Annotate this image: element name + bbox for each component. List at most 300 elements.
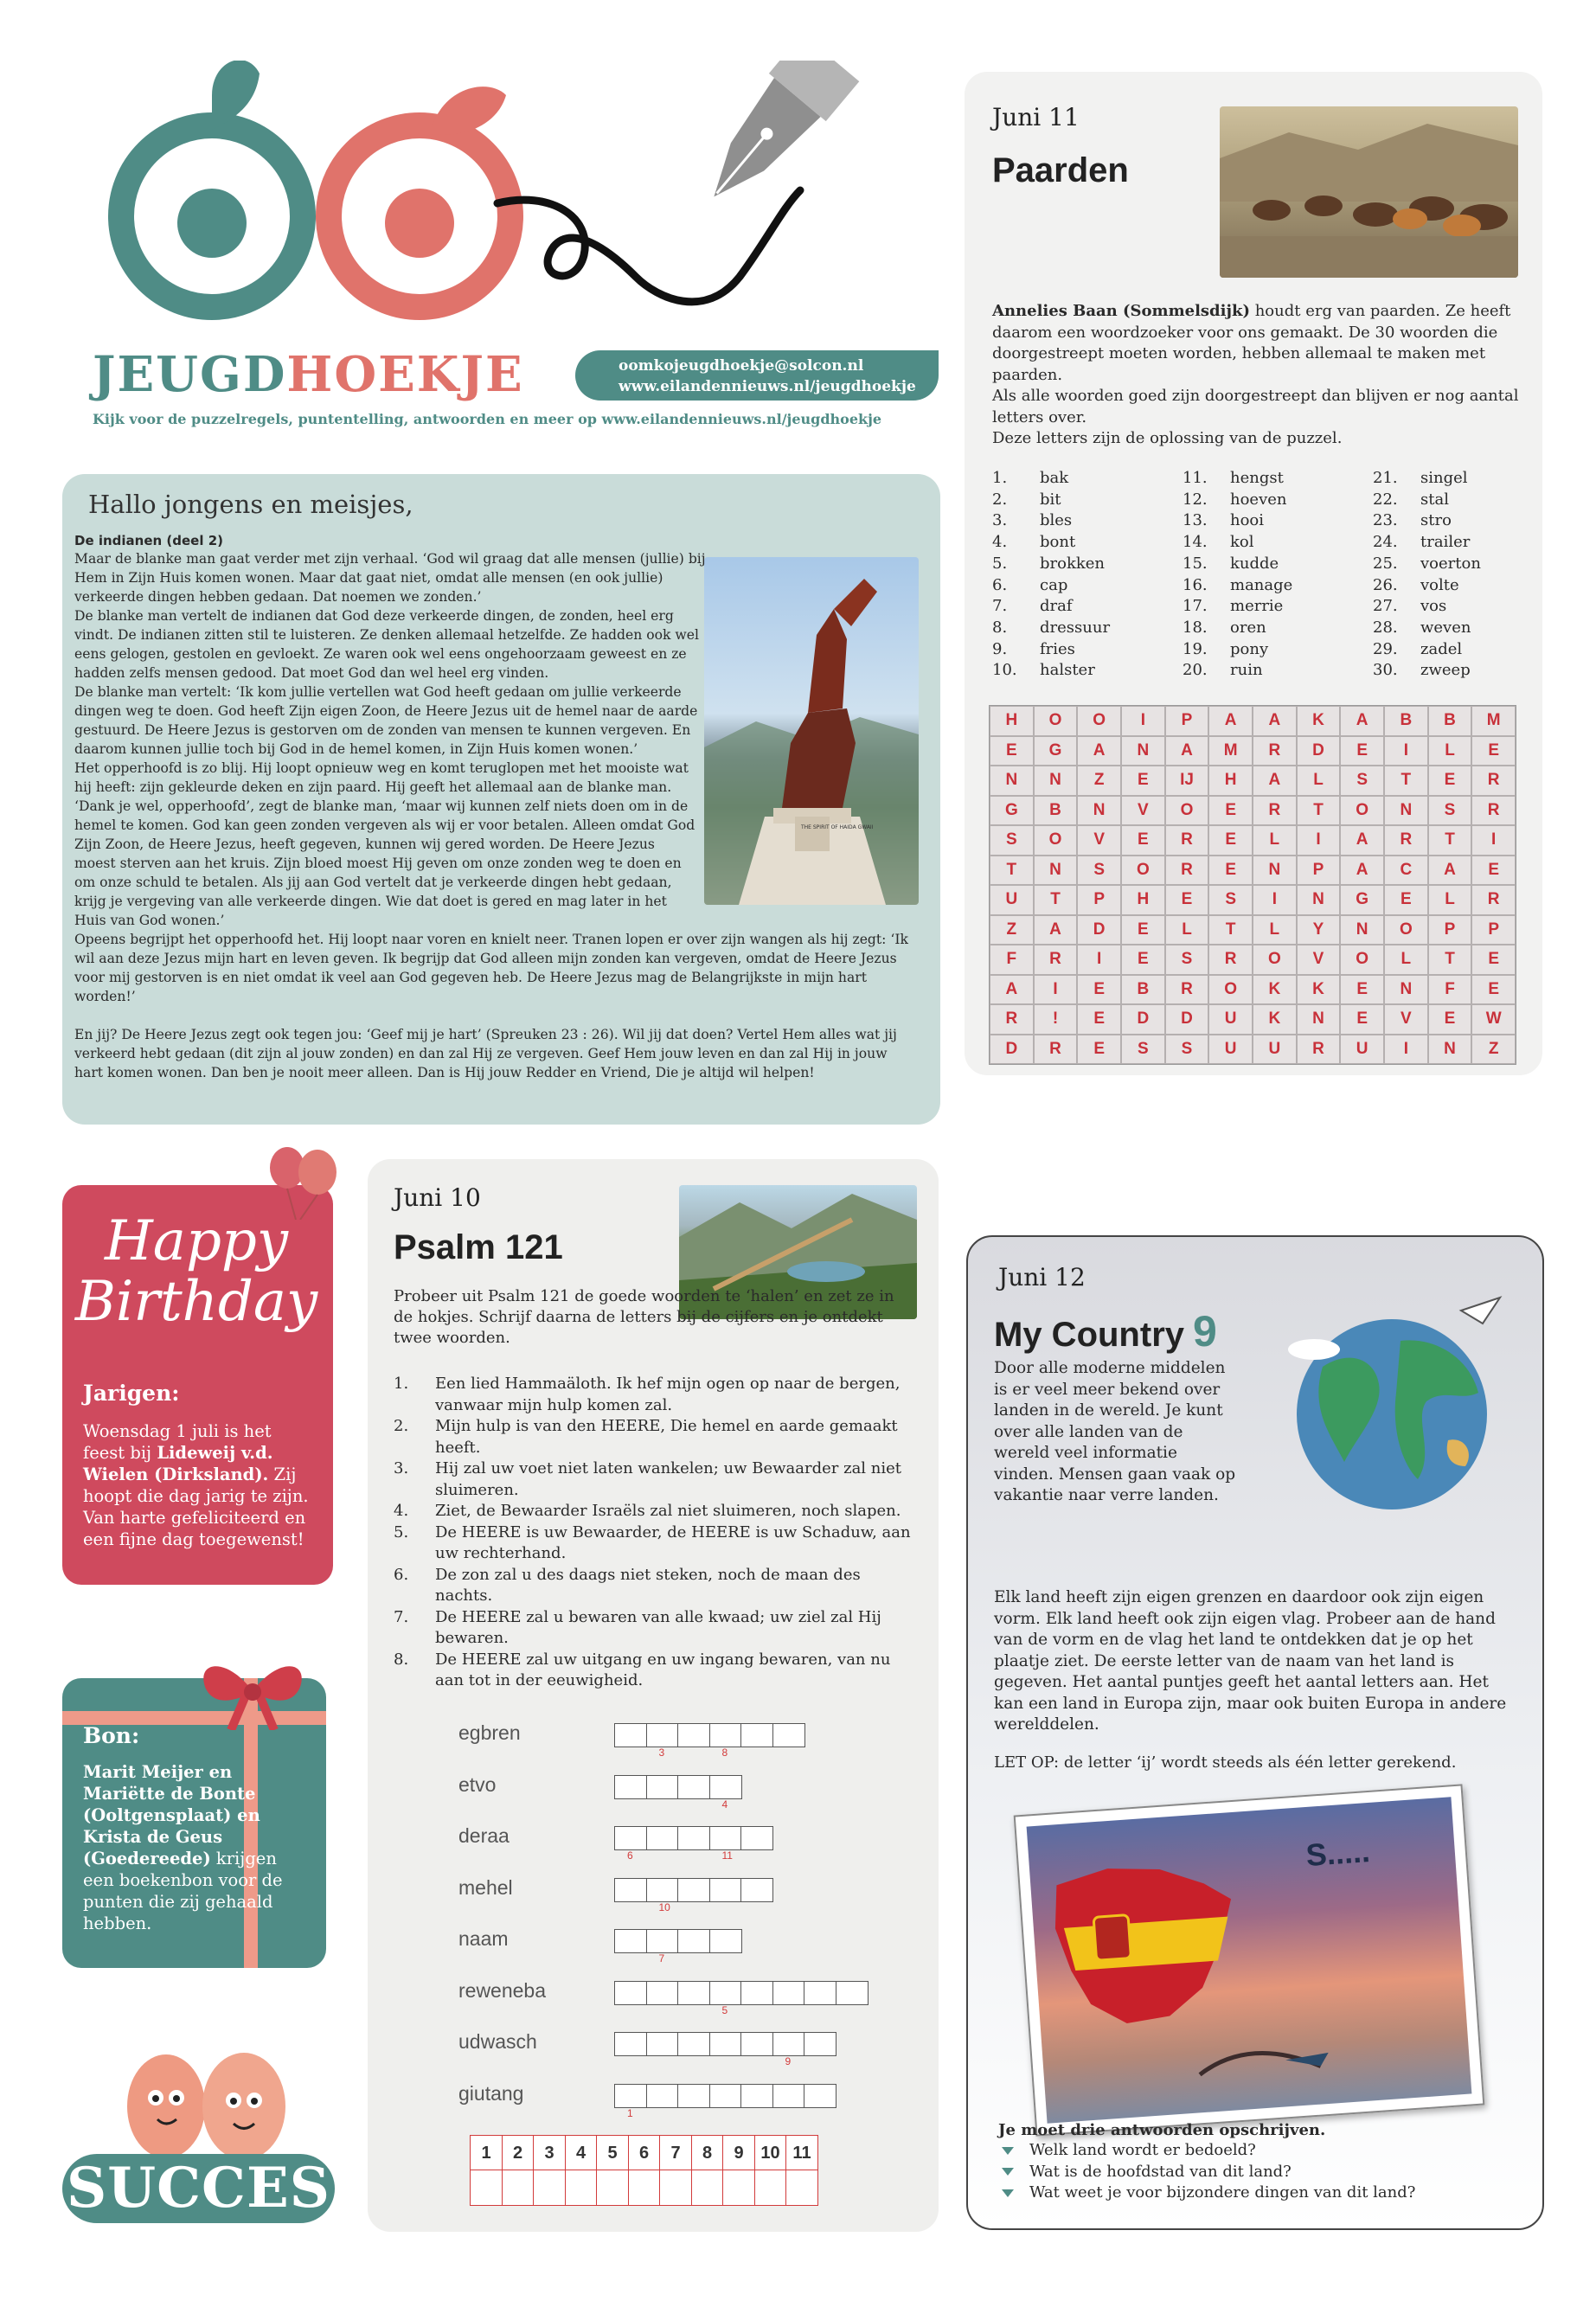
box-number: 7 [658, 1952, 665, 1965]
word-list-item [992, 575, 1110, 597]
letter-box[interactable] [614, 1723, 647, 1747]
grid-cell[interactable]: N [990, 766, 1034, 796]
grid-cell[interactable]: O [1121, 856, 1165, 886]
grid-cell[interactable]: L [1428, 736, 1472, 766]
questions-heading: Je moet drie antwoorden opschrijven. [998, 2121, 1326, 2139]
letter-box[interactable] [646, 1775, 679, 1799]
grid-cell[interactable]: K [1253, 975, 1297, 1005]
grid-cell[interactable]: F [1428, 975, 1472, 1005]
word-text: draf [1040, 597, 1073, 616]
scrambled-word: reweneba [458, 1978, 547, 2002]
word-text: bak [1040, 469, 1069, 487]
box-number: 11 [721, 1849, 733, 1862]
box-number: 4 [721, 1798, 728, 1811]
letter-box[interactable] [709, 1981, 742, 2016]
letter-box[interactable] [740, 2084, 773, 2108]
grid-cell[interactable]: A [1165, 736, 1209, 766]
letter-box[interactable] [614, 1981, 647, 2005]
letter-box[interactable] [614, 2032, 647, 2056]
grid-cell[interactable]: O [1034, 825, 1078, 856]
grid-cell[interactable]: S [990, 825, 1034, 856]
letter-box[interactable] [646, 1929, 679, 1965]
grid-cell[interactable]: E [1077, 1004, 1121, 1035]
grid-cell[interactable]: V [1077, 825, 1121, 856]
word-list-item [1183, 490, 1292, 511]
tagline: Kijk voor de puzzelregels, puntentelling, antwoorden en meer op www.eilandennieuws.nl/jeugdhoekje [93, 411, 882, 427]
letter-box[interactable] [614, 1826, 647, 1862]
letter-box[interactable] [677, 2084, 710, 2108]
grid-cell[interactable]: A [1208, 706, 1253, 736]
grid-cell[interactable]: U [1253, 1035, 1297, 1065]
letter-box[interactable] [804, 2032, 836, 2056]
grid-cell[interactable]: S [1077, 856, 1121, 886]
letter-box[interactable] [709, 1929, 742, 1953]
answer-box[interactable] [502, 2135, 535, 2206]
word-list-item [1183, 618, 1292, 639]
answer-box[interactable] [470, 2135, 503, 2206]
letter-box[interactable] [804, 2084, 836, 2108]
answer-box[interactable] [533, 2135, 566, 2206]
grid-cell[interactable]: H [990, 706, 1034, 736]
letter-box[interactable] [677, 1775, 710, 1799]
word-list-item [1373, 660, 1481, 682]
word-text: stal [1420, 490, 1449, 509]
grid-cell[interactable]: R [1034, 1035, 1078, 1065]
letter-box[interactable] [614, 1929, 647, 1953]
word-number: 2. [992, 490, 1008, 509]
letter-box[interactable] [614, 1878, 647, 1902]
letter-box[interactable] [772, 1723, 805, 1747]
letter-box[interactable] [646, 2032, 679, 2056]
word-number: 3. [992, 511, 1008, 530]
grid-cell[interactable]: E [1208, 825, 1253, 856]
grid-cell[interactable]: S [1121, 1035, 1165, 1065]
grid-cell[interactable]: K [1253, 1004, 1297, 1035]
scrambled-word: mehel [458, 1875, 513, 1899]
verse-text: De HEERE zal uw uitgang en uw ingang bewaren, van nu aan tot in der eeuwigheid. [435, 1650, 891, 1689]
grid-cell[interactable]: P [1471, 915, 1516, 945]
psalm-verse [394, 1416, 921, 1458]
word-number: 9. [992, 639, 1008, 658]
grid-cell[interactable]: E [1471, 736, 1516, 766]
grid-cell[interactable]: O [1208, 975, 1253, 1005]
word-list-item [1373, 554, 1481, 575]
scramble-row [458, 1979, 926, 2031]
grid-cell[interactable]: V [1384, 1004, 1428, 1035]
letter-box[interactable] [772, 2032, 805, 2067]
grid-cell[interactable]: E [990, 736, 1034, 766]
grid-cell[interactable]: V [1121, 796, 1165, 826]
grid-cell[interactable]: B [1121, 975, 1165, 1005]
answer-box[interactable] [722, 2135, 755, 2206]
letter-box[interactable] [709, 1775, 742, 1811]
grid-cell[interactable]: L [1297, 766, 1341, 796]
grid-cell[interactable]: T [1297, 796, 1341, 826]
verse-number: 1. [394, 1375, 409, 1393]
grid-cell[interactable]: E [1121, 915, 1165, 945]
grid-cell[interactable]: N [1297, 885, 1341, 915]
answer-number: 7 [660, 2136, 691, 2170]
answer-box[interactable] [565, 2135, 598, 2206]
grid-cell[interactable]: E [1340, 736, 1384, 766]
grid-cell[interactable]: R [1165, 975, 1209, 1005]
grid-cell[interactable]: S [1165, 1035, 1209, 1065]
word-list-item [1373, 532, 1481, 554]
grid-cell[interactable]: O [1340, 796, 1384, 826]
letter-box[interactable] [836, 1981, 869, 2005]
word-number: 11. [1183, 469, 1208, 487]
grid-cell[interactable]: O [1034, 706, 1078, 736]
grid-cell[interactable]: I [1471, 825, 1516, 856]
psalm-verses [394, 1374, 921, 1692]
verse-number: 8. [394, 1650, 409, 1669]
grid-cell[interactable]: K [1297, 706, 1341, 736]
word-text: oren [1230, 618, 1266, 637]
succes-badge [62, 2024, 335, 2232]
grid-cell[interactable]: A [1340, 825, 1384, 856]
answer-number: 10 [755, 2136, 786, 2170]
word-number: 17. [1183, 597, 1208, 616]
balloons-icon [253, 1142, 356, 1220]
letter-box[interactable] [740, 2032, 773, 2056]
grid-cell[interactable]: E [1340, 1004, 1384, 1035]
word-text: brokken [1040, 554, 1106, 573]
grid-cell[interactable]: E [1384, 885, 1428, 915]
grid-cell[interactable]: A [1253, 766, 1297, 796]
grid-cell[interactable]: P [1428, 915, 1472, 945]
grid-cell[interactable]: I [1121, 706, 1165, 736]
grid-cell[interactable]: R [1034, 945, 1078, 975]
grid-cell[interactable]: N [1428, 1035, 1472, 1065]
country-intro: Door alle moderne middelen is er veel meer bekend over landen in de wereld. Je kunt over alle landen van de wereld veel informatie vinden. Mensen gaan vaak op vakantie naar verre landen. [994, 1359, 1236, 1504]
grid-cell[interactable]: T [1428, 945, 1472, 975]
verse-text: Een lied Hammaäloth. Ik hef mijn ogen op naar de bergen, vanwaar mijn hulp komen zal. [435, 1375, 901, 1414]
answer-box[interactable] [691, 2135, 724, 2206]
word-list-item [992, 554, 1110, 575]
grid-cell[interactable]: L [1165, 915, 1209, 945]
grid-cell[interactable]: I [1384, 736, 1428, 766]
word-list-item [1373, 618, 1481, 639]
paarden-date: Juni 11 [992, 103, 1080, 131]
grid-cell[interactable]: E [1471, 856, 1516, 886]
country-number: 9 [1193, 1307, 1217, 1356]
grid-cell[interactable]: D [1121, 1004, 1165, 1035]
grid-cell[interactable]: S [1165, 945, 1209, 975]
grid-cell[interactable]: R [1297, 1035, 1341, 1065]
grid-cell[interactable]: E [1471, 975, 1516, 1005]
letter-box[interactable] [646, 1878, 679, 1913]
letter-box[interactable] [614, 2084, 647, 2119]
word-number: 10. [992, 661, 1017, 680]
answer-box[interactable] [659, 2135, 692, 2206]
grid-cell[interactable]: E [1121, 945, 1165, 975]
grid-cell[interactable]: E [1208, 796, 1253, 826]
grid-cell[interactable]: R [1253, 796, 1297, 826]
word-text: manage [1230, 575, 1293, 594]
grid-cell[interactable]: U [990, 885, 1034, 915]
word-number: 20. [1183, 661, 1208, 680]
word-number: 29. [1373, 639, 1398, 658]
grid-cell[interactable]: N [1297, 1004, 1341, 1035]
grid-cell[interactable]: N [1384, 796, 1428, 826]
word-text: weven [1420, 618, 1471, 637]
letter-box[interactable] [677, 2032, 710, 2056]
grid-cell[interactable]: R [1384, 825, 1428, 856]
grid-cell[interactable]: ! [1034, 1004, 1078, 1035]
word-text: merrie [1230, 597, 1284, 616]
scramble-row [458, 2030, 926, 2082]
grid-cell[interactable]: P [1165, 706, 1209, 736]
word-list-column [1373, 468, 1481, 682]
grid-cell[interactable]: R [1471, 885, 1516, 915]
letter-box[interactable] [772, 2084, 805, 2108]
grid-cell[interactable]: A [990, 975, 1034, 1005]
grid-cell[interactable]: O [1253, 945, 1297, 975]
word-number: 21. [1373, 469, 1398, 487]
grid-cell[interactable]: N [1077, 796, 1121, 826]
verse-number: 3. [394, 1459, 409, 1477]
verse-text: Mijn hulp is van den HEERE, Die hemel en aarde gemaakt heeft. [435, 1417, 898, 1457]
answer-box[interactable] [596, 2135, 629, 2206]
grid-cell[interactable]: E [1077, 975, 1121, 1005]
letter-box[interactable] [677, 1929, 710, 1953]
word-text: volte [1420, 575, 1459, 594]
grid-cell[interactable]: I [1297, 825, 1341, 856]
horses-photo [1220, 106, 1518, 278]
grid-cell[interactable]: A [1428, 856, 1472, 886]
grid-cell[interactable]: N [1340, 915, 1384, 945]
letter-box[interactable] [614, 1775, 647, 1799]
grid-cell[interactable]: Z [990, 915, 1034, 945]
grid-cell[interactable]: D [1165, 1004, 1209, 1035]
grid-cell[interactable]: M [1208, 736, 1253, 766]
word-text: pony [1230, 639, 1269, 658]
grid-cell[interactable]: E [1208, 856, 1253, 886]
story-subtitle: De indianen (deel 2) [74, 533, 224, 548]
grid-cell[interactable]: T [1208, 915, 1253, 945]
letter-box[interactable] [677, 1723, 710, 1747]
contact-email[interactable]: oomkojeugdhoekje@solcon.nl [619, 357, 864, 375]
grid-cell[interactable]: U [1208, 1035, 1253, 1065]
grid-cell[interactable]: O [1384, 915, 1428, 945]
word-text: hengst [1230, 469, 1284, 487]
answer-number: 2 [503, 2136, 534, 2170]
triangle-bullet-icon [1002, 2189, 1014, 2197]
answer-box[interactable] [628, 2135, 661, 2206]
grid-cell[interactable]: B [1034, 796, 1078, 826]
word-list-item [1183, 575, 1292, 597]
grid-cell[interactable]: A [1340, 856, 1384, 886]
grid-cell[interactable]: N [1034, 766, 1078, 796]
word-number: 24. [1373, 533, 1398, 552]
grid-cell[interactable]: G [990, 796, 1034, 826]
paarden-author: Annelies Baan (Sommelsdijk) [992, 302, 1250, 320]
grid-cell[interactable]: A [1034, 915, 1078, 945]
grid-cell[interactable]: E [1165, 885, 1209, 915]
letter-box[interactable] [740, 1981, 773, 2005]
grid-cell[interactable]: IJ [1165, 766, 1209, 796]
grid-cell[interactable]: T [990, 856, 1034, 886]
story-paragraph: De blanke man vertelt: ‘Ik kom jullie vertellen wat God heeft gedaan om jullie verkeerde dingen weg te doen. God heeft Zijn eigen Zoon, de Heere Jezus uit de hemel naar de aarde gestuurd. De Heere Jezus is gestorven om de zonden van mensen te kunnen vergeven. En daarom kunnen jullie toch bij God in de hemel komen, in Zijn Huis komen wonen.’ [74, 684, 698, 757]
grid-cell[interactable]: B [1428, 706, 1472, 736]
grid-cell[interactable]: R [1208, 945, 1253, 975]
verse-text: De HEERE zal u bewaren van alle kwaad; uw ziel zal Hij bewaren. [435, 1607, 881, 1647]
grid-cell[interactable]: D [1077, 915, 1121, 945]
grid-cell[interactable]: N [1121, 736, 1165, 766]
answer-boxes[interactable] [470, 2135, 817, 2206]
grid-cell[interactable]: R [1253, 736, 1297, 766]
grid-cell[interactable]: V [1297, 945, 1341, 975]
word-text: stro [1420, 511, 1452, 530]
grid-cell[interactable]: N [1253, 856, 1297, 886]
grid-cell[interactable]: O [1077, 706, 1121, 736]
word-text: dressuur [1040, 618, 1111, 637]
grid-cell[interactable]: W [1471, 1004, 1516, 1035]
grid-cell[interactable]: T [1384, 766, 1428, 796]
grid-cell[interactable]: L [1428, 885, 1472, 915]
grid-cell[interactable]: R [1471, 796, 1516, 826]
letter-box[interactable] [740, 1878, 773, 1902]
grid-cell[interactable]: I [1034, 975, 1078, 1005]
grid-cell[interactable]: D [1297, 736, 1341, 766]
story-paragraph: De blanke man vertelt de indianen dat God deze verkeerde dingen, de zonden, heel erg vindt. De indianen zitten stil te luisteren. Ze denken allemaal hetzelfde. Ze hadden ook wel eens gelogen, gestolen en gevloekt. Ze waren ook wel eens ongehoorzaam geweest en ze hadden zelfs mensen gedood. Dat moet God dan wel heel erg vinden. [74, 608, 699, 681]
psalm-verse [394, 1501, 921, 1522]
grid-cell[interactable]: A [1340, 706, 1384, 736]
grid-cell[interactable]: L [1384, 945, 1428, 975]
paarden-puzzle-box [965, 72, 1542, 1075]
verse-number: 4. [394, 1502, 409, 1520]
country-instructions: Elk land heeft zijn eigen grenzen en daardoor ook zijn eigen vorm. Elk land heeft ook zijn eigen vlag. Probeer aan de hand van de vorm en de vlag het land te ontdekken dat je op het plaatje ziet. De eerste letter van de naam van het land is gegeven. Het aantal puntjes geeft het aantal letters aan. Het kan een land in Europa zijn, maar ook buiten Europa in andere werelddelen. [994, 1588, 1507, 1734]
grid-cell[interactable]: E [1471, 945, 1516, 975]
letter-box[interactable] [677, 1826, 710, 1850]
grid-cell[interactable]: A [1253, 706, 1297, 736]
letter-box[interactable] [709, 2032, 742, 2056]
letter-box[interactable] [740, 1723, 773, 1747]
grid-cell[interactable]: C [1384, 856, 1428, 886]
contact-website[interactable]: www.eilandennieuws.nl/jeugdhoekje [619, 378, 916, 395]
word-text: vos [1420, 597, 1447, 616]
letter-box[interactable] [709, 1826, 742, 1862]
word-list-item [1183, 554, 1292, 575]
grid-cell[interactable]: S [1340, 766, 1384, 796]
grid-cell[interactable]: E [1340, 975, 1384, 1005]
answer-number: 5 [597, 2136, 628, 2170]
grid-cell[interactable]: H [1208, 766, 1253, 796]
grid-cell[interactable]: M [1471, 706, 1516, 736]
box-number: 10 [658, 1900, 670, 1913]
bon-winners: Marit Meijer en Mariëtte de Bonte (Ooltgensplaat) en Krista de Geus (Goedereede) [83, 1762, 260, 1868]
grid-cell[interactable]: G [1034, 736, 1078, 766]
grid-cell[interactable]: E [1428, 766, 1472, 796]
grid-cell[interactable]: E [1077, 1035, 1121, 1065]
grid-cell[interactable]: B [1384, 706, 1428, 736]
word-list-item [1183, 660, 1292, 682]
grid-cell[interactable]: L [1253, 915, 1297, 945]
word-list-item [1373, 596, 1481, 618]
word-text: bont [1040, 533, 1076, 552]
word-text: zadel [1420, 639, 1463, 658]
grid-cell[interactable]: E [1428, 1004, 1472, 1035]
answer-box[interactable] [785, 2135, 818, 2206]
grid-cell[interactable]: E [1121, 825, 1165, 856]
grid-cell[interactable]: S [1208, 885, 1253, 915]
word-number: 7. [992, 597, 1008, 616]
grid-cell[interactable]: A [1077, 736, 1121, 766]
verse-number: 2. [394, 1417, 409, 1435]
grid-cell[interactable]: E [1121, 766, 1165, 796]
answer-box[interactable] [754, 2135, 787, 2206]
grid-cell[interactable]: Z [1471, 1035, 1516, 1065]
grid-cell[interactable]: R [1165, 856, 1209, 886]
grid-cell[interactable]: I [1077, 945, 1121, 975]
letter-box[interactable] [677, 1981, 710, 2005]
grid-cell[interactable]: R [1165, 825, 1209, 856]
grid-cell[interactable]: R [990, 1004, 1034, 1035]
country-map-card [1014, 1784, 1485, 2136]
scrambled-word: udwasch [458, 2030, 537, 2053]
grid-cell[interactable]: N [1384, 975, 1428, 1005]
scramble-row [458, 1721, 926, 1773]
word-text: singel [1420, 469, 1468, 487]
letter-box[interactable] [646, 1981, 679, 2005]
box-number: 1 [627, 2106, 633, 2119]
grid-cell[interactable]: P [1297, 856, 1341, 886]
grid-cell[interactable]: O [1340, 945, 1384, 975]
grid-cell[interactable]: U [1208, 1004, 1253, 1035]
grid-cell[interactable]: I [1253, 885, 1297, 915]
grid-cell[interactable]: D [990, 1035, 1034, 1065]
grid-cell[interactable]: Z [1077, 766, 1121, 796]
grid-cell[interactable]: Y [1297, 915, 1341, 945]
grid-cell[interactable]: G [1340, 885, 1384, 915]
letter-box[interactable] [740, 1826, 773, 1850]
word-number: 26. [1373, 575, 1398, 594]
scrambled-word: giutang [458, 2081, 524, 2105]
word-list-item [1183, 596, 1292, 618]
grid-cell[interactable]: P [1077, 885, 1121, 915]
letter-box[interactable] [709, 2084, 742, 2108]
letter-box[interactable] [772, 1981, 805, 2005]
grid-cell[interactable]: K [1297, 975, 1341, 1005]
grid-cell[interactable]: H [1121, 885, 1165, 915]
letter-box[interactable] [646, 2084, 679, 2108]
letter-box[interactable] [804, 1981, 836, 2005]
story-box [62, 474, 940, 1125]
letter-box[interactable] [646, 1826, 679, 1850]
letter-boxes [614, 1775, 740, 1811]
grid-cell[interactable]: S [1428, 796, 1472, 826]
letter-box[interactable] [646, 1723, 679, 1759]
verse-number: 6. [394, 1565, 409, 1584]
letter-box[interactable] [709, 1723, 742, 1759]
grid-cell[interactable]: O [1165, 796, 1209, 826]
verse-number: 5. [394, 1522, 409, 1541]
grid-cell[interactable]: T [1428, 825, 1472, 856]
word-text: fries [1040, 639, 1075, 658]
letter-box[interactable] [709, 1878, 742, 1902]
letter-box[interactable] [677, 1878, 710, 1902]
grid-cell[interactable]: I [1384, 1035, 1428, 1065]
grid-cell[interactable]: R [1471, 766, 1516, 796]
grid-cell[interactable]: L [1253, 825, 1297, 856]
grid-cell[interactable]: N [1034, 856, 1078, 886]
word-text: bit [1040, 490, 1061, 509]
grid-cell[interactable]: F [990, 945, 1034, 975]
verse-text: De HEERE is uw Bewaarder, de HEERE is uw Schaduw, aan uw rechterhand. [435, 1522, 911, 1562]
grid-cell[interactable]: T [1034, 885, 1078, 915]
grid-cell[interactable]: U [1340, 1035, 1384, 1065]
word-search-grid[interactable] [989, 705, 1516, 1065]
